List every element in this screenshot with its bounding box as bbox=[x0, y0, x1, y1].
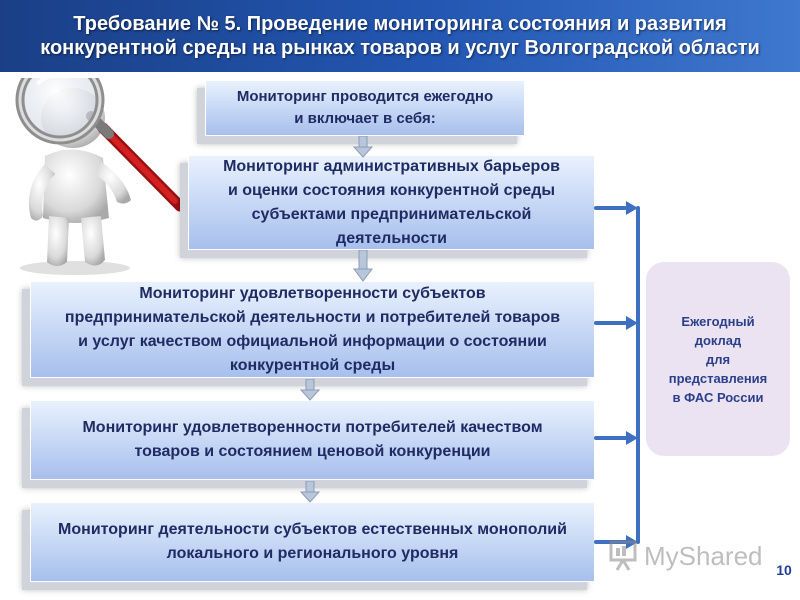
monopolies-monitoring-box bbox=[30, 502, 595, 582]
monopolies-line-2: локального и регионального уровня bbox=[166, 545, 459, 562]
report-line-4: представления bbox=[668, 370, 768, 386]
barriers-line-3: субъектами предпринимательской bbox=[251, 205, 532, 223]
info-satisfaction-line-4: конкурентной среды bbox=[229, 356, 396, 374]
report-line-1: Ежегодный bbox=[681, 313, 755, 329]
page-number: 10 bbox=[776, 562, 792, 578]
quality-satisfaction-line-1: Мониторинг удовлетворенности потребителей качеством bbox=[82, 419, 543, 436]
info-satisfaction-line-3: и услуг качеством официальной информации о состоянии bbox=[78, 332, 547, 350]
down-arrow-icon bbox=[300, 481, 320, 503]
slide-header bbox=[0, 0, 800, 72]
report-line-3: для bbox=[705, 351, 731, 367]
down-arrow-icon bbox=[353, 136, 373, 158]
intro-line-2: и включает в себя: bbox=[294, 110, 436, 127]
slide-title: Требование № 5. Проведение мониторинга состояния и развития конкурентной среды на рынках товаров и услуг Волгоградской области bbox=[40, 13, 760, 59]
intro-line-1: Мониторинг проводится ежегодно bbox=[236, 88, 494, 105]
quality-satisfaction-line-2: товаров и состоянием ценовой конкуренции bbox=[134, 443, 491, 460]
intro-box bbox=[205, 80, 525, 136]
info-satisfaction-line-2: предпринимательской деятельности и потребителей товаров bbox=[64, 308, 561, 326]
barriers-line-2: и оценки состояния конкурентной среды bbox=[227, 181, 556, 199]
monopolies-line-1: Мониторинг деятельности субъектов естественных монополий bbox=[58, 521, 567, 538]
presentation-logo-icon bbox=[608, 540, 638, 572]
down-arrow-icon bbox=[300, 379, 320, 401]
watermark-text: MyShared bbox=[644, 540, 763, 571]
person-with-magnifier-icon bbox=[5, 78, 195, 278]
information-satisfaction-box bbox=[30, 281, 595, 378]
barriers-monitoring-box bbox=[188, 155, 595, 250]
annual-report-box bbox=[646, 262, 790, 456]
barriers-line-4: деятельности bbox=[336, 229, 447, 247]
barriers-line-1: Мониторинг административных барьеров bbox=[223, 157, 560, 175]
report-line-2: доклад bbox=[694, 332, 742, 348]
info-satisfaction-line-1: Мониторинг удовлетворенности субъектов bbox=[139, 284, 486, 302]
watermark bbox=[608, 536, 768, 576]
quality-satisfaction-box bbox=[30, 400, 595, 480]
down-arrow-icon bbox=[353, 250, 373, 282]
report-line-5: в ФАС России bbox=[672, 389, 764, 405]
